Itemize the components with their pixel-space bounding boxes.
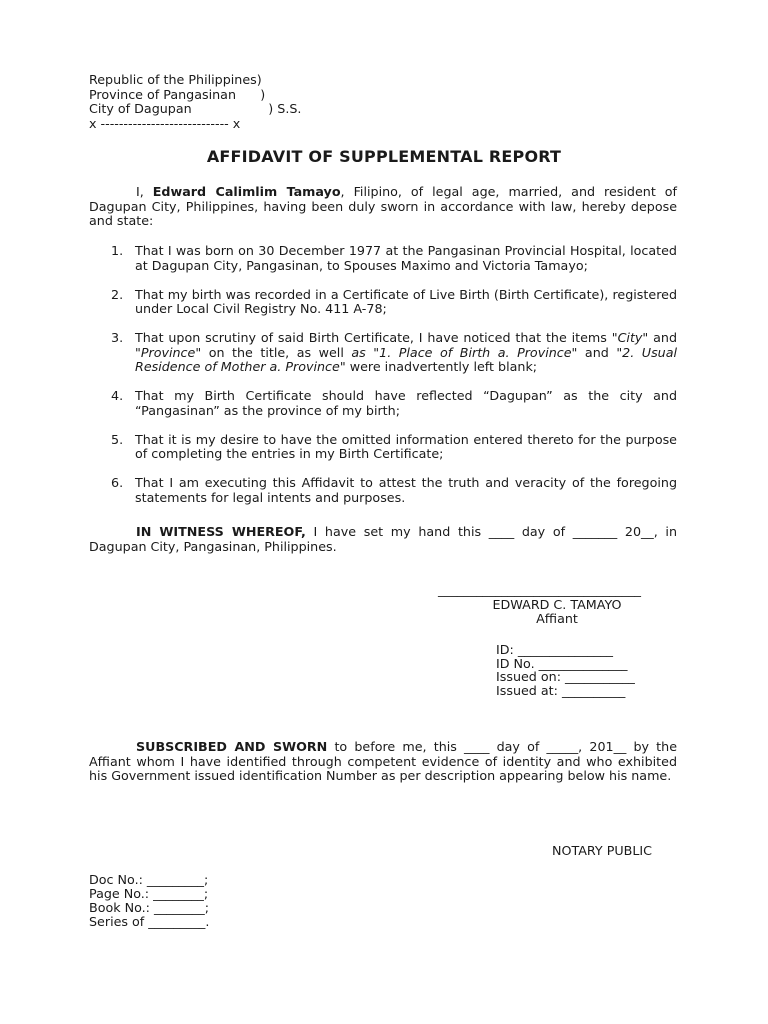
jurat-paragraph bbox=[89, 740, 677, 784]
item-text: on the title, as well bbox=[201, 344, 352, 360]
item-text: That I was born on 30 December 1977 at the Pangasinan Provincial Hospital, located at Dagupan City, Pangasinan, to Spouses Maximo and Victoria Tamayo; bbox=[135, 243, 677, 273]
series-field: Series of _________. bbox=[89, 914, 210, 929]
intro-paragraph bbox=[89, 185, 677, 229]
item-text: and bbox=[577, 344, 617, 360]
caption-line: Republic of the Philippines) bbox=[89, 72, 262, 87]
item-text: That upon scrutiny of said Birth Certificate, I have noticed that the items bbox=[135, 330, 612, 346]
item-emphasis: "2. Usual Residence of Mother a. Province" bbox=[135, 344, 678, 375]
item-text: That it is my desire to have the omitted information entered thereto for the purpose of completing the entries in my Birth Certificate; bbox=[135, 431, 677, 462]
list-item bbox=[89, 476, 677, 505]
item-emphasis: "Province" bbox=[135, 344, 202, 360]
issued-on-field: Issued on: ___________ bbox=[496, 669, 635, 684]
notary-public-label: NOTARY PUBLIC bbox=[552, 843, 653, 858]
item-number: 4. bbox=[111, 388, 124, 404]
caption-line: x ---------------------------- x bbox=[89, 115, 241, 131]
item-text: That my Birth Certificate should have reflected “Dagupan” as the city and “Pangasinan” as the province of my birth; bbox=[135, 388, 677, 418]
item-number: 5. bbox=[111, 431, 124, 447]
item-text: and bbox=[648, 330, 677, 346]
issued-at-field: Issued at: __________ bbox=[496, 682, 626, 698]
affiant-label: Affiant bbox=[536, 611, 578, 626]
notarial-register bbox=[89, 873, 209, 929]
affiant-full-name: Edward Calimlim Tamayo bbox=[152, 184, 341, 199]
item-number: 2. bbox=[111, 286, 124, 302]
jurat-text: to before me, this ____ day of _____, 201__ by the Affiant whom I have identified through competent evidence of identity and who exhibited his Government issued identification Number as per description appearing below his name. bbox=[89, 739, 677, 783]
signature-line: ________________________________ bbox=[438, 582, 641, 597]
doc-no-field: Doc No.: _________; bbox=[89, 872, 209, 887]
document-title: AFFIDAVIT OF SUPPLEMENTAL REPORT bbox=[206, 147, 562, 166]
item-text: That I am executing this Affidavit to attest the truth and veracity of the foregoing statements for legal intents and purposes. bbox=[135, 475, 677, 505]
list-item bbox=[89, 244, 677, 273]
item-number: 1. bbox=[111, 243, 124, 258]
list-item bbox=[89, 433, 677, 462]
id-number-field: ID No. ______________ bbox=[496, 655, 628, 671]
item-emphasis: "City" bbox=[611, 330, 649, 346]
book-no-field: Book No.: ________; bbox=[89, 900, 210, 915]
item-text: were inadvertently left blank; bbox=[345, 359, 538, 375]
page-no-field: Page No.: ________; bbox=[89, 886, 209, 901]
list-item bbox=[89, 389, 677, 418]
item-emphasis: as "1. Place of Birth a. Province" bbox=[351, 344, 578, 360]
id-details bbox=[496, 643, 635, 697]
affiant-name: EDWARD C. TAMAYO bbox=[492, 597, 622, 612]
item-number: 6. bbox=[111, 475, 124, 491]
statement-list bbox=[89, 244, 677, 520]
venue-caption bbox=[89, 73, 301, 131]
witness-heading: IN WITNESS WHEREOF, bbox=[136, 524, 306, 539]
caption-line: City of Dagupan ) S.S. bbox=[89, 101, 302, 116]
witness-paragraph bbox=[89, 525, 677, 554]
jurat-heading: SUBSCRIBED AND SWORN bbox=[136, 739, 328, 754]
intro-post: , Filipino, of legal age, married, and resident of Dagupan City, Philippines, having been duly sworn in accordance with law, hereby depose and state: bbox=[89, 184, 678, 228]
caption-line: Province of Pangasinan ) bbox=[89, 86, 266, 102]
item-number: 3. bbox=[111, 330, 124, 346]
id-field: ID: _______________ bbox=[496, 642, 613, 657]
list-item bbox=[89, 288, 677, 317]
witness-text: I have set my hand this ____ day of _______ 20__, in Dagupan City, Pangasinan, Philippines. bbox=[89, 524, 677, 554]
list-item bbox=[89, 331, 677, 375]
item-text: That my birth was recorded in a Certificate of Live Birth (Birth Certificate), registered under Local Civil Registry No. 411 A-78; bbox=[135, 286, 677, 317]
intro-pre: I, bbox=[136, 184, 153, 199]
